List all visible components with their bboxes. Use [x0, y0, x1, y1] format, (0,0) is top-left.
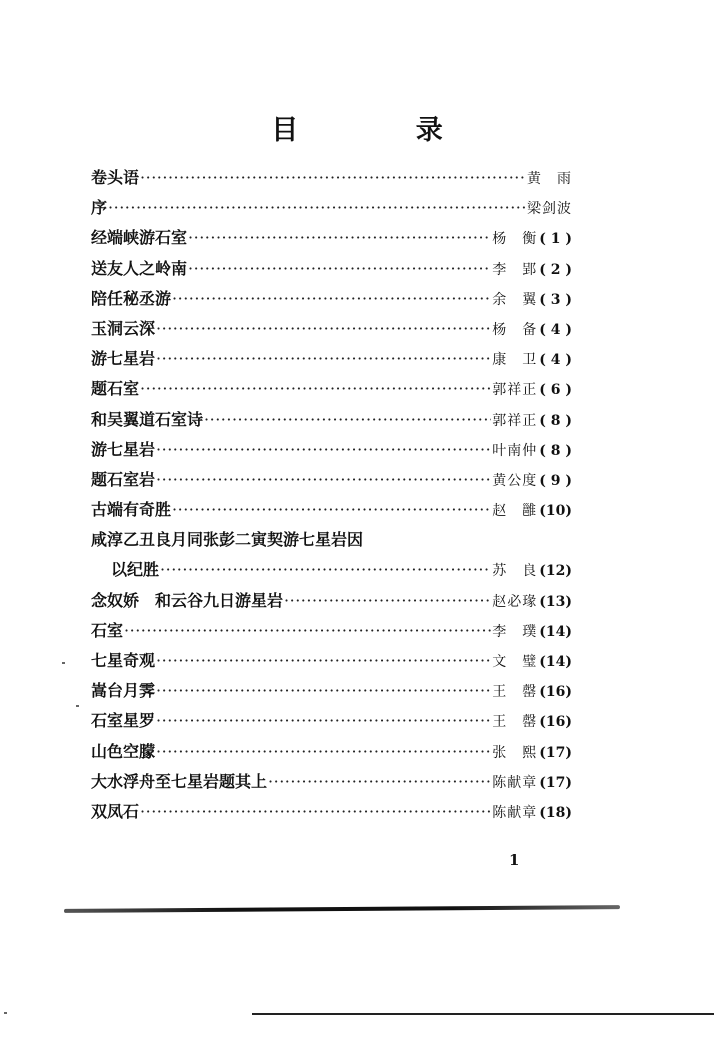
entry-title: 山色空朦	[91, 741, 156, 761]
toc-entry	[91, 678, 572, 708]
toc-entry	[91, 225, 572, 255]
entry-page: (18)	[539, 804, 572, 821]
toc-entry	[91, 407, 572, 437]
dot-leader	[156, 711, 491, 730]
entry-page: (17)	[539, 774, 572, 791]
entry-author: 张 熙	[492, 744, 538, 761]
entry-title: 嵩台月霁	[91, 681, 156, 701]
toc-entry	[91, 316, 572, 346]
dot-leader	[204, 410, 491, 429]
entry-page: ( 8 )	[539, 442, 572, 459]
entry-author: 梁剑波	[527, 201, 572, 218]
dot-leader	[156, 440, 491, 459]
dot-leader	[172, 500, 491, 519]
entry-title: 念奴娇 和云谷九日游星岩	[91, 590, 284, 610]
entry-author: 叶南仲	[492, 442, 538, 459]
entry-title: 和吴翼道石室诗	[91, 409, 204, 429]
dot-leader	[156, 319, 491, 338]
entry-title: 题石室岩	[91, 469, 156, 489]
entry-page: ( 4 )	[539, 321, 572, 338]
entry-page: ( 1 )	[539, 231, 572, 248]
toc-entry	[91, 769, 572, 799]
toc-entry-continuation	[91, 557, 572, 587]
dot-leader	[268, 772, 491, 791]
entry-title: 游七星岩	[91, 349, 156, 369]
entry-page: (16)	[539, 684, 572, 701]
entry-author: 赵必瑑	[492, 593, 538, 610]
toc-entry	[91, 618, 572, 648]
toc-entry	[91, 648, 572, 678]
entry-author: 黄公度	[492, 472, 538, 489]
dot-leader	[108, 198, 526, 217]
entry-author: 黄 雨	[527, 171, 572, 187]
dot-leader	[140, 379, 491, 398]
dot-leader	[156, 681, 491, 700]
page-number: 1	[509, 851, 520, 869]
dot-leader	[172, 289, 491, 308]
horizontal-rule	[64, 905, 620, 913]
entry-author: 郭祥正	[492, 382, 538, 399]
toc-entry	[91, 286, 572, 316]
entry-title: 玉洞云深	[91, 318, 156, 338]
entry-title: 卷头语	[91, 168, 140, 187]
dot-leader	[140, 168, 526, 187]
page-title: 目 录	[271, 115, 497, 146]
entry-page: ( 6 )	[539, 382, 572, 399]
entry-page: ( 9 )	[539, 472, 572, 489]
toc-entry	[91, 527, 572, 557]
entry-title: 古端有奇胜	[91, 500, 172, 520]
toc-entry	[91, 256, 572, 286]
entry-author: 文 璧	[492, 654, 538, 670]
toc-entry	[91, 799, 572, 829]
toc-entry	[91, 739, 572, 769]
entry-title: 经端峡游石室	[91, 228, 188, 248]
entry-author: 郭祥正	[492, 412, 538, 429]
dot-leader	[140, 802, 491, 821]
entry-author: 李 璞	[492, 623, 538, 640]
entry-author: 康 卫	[492, 352, 538, 369]
entry-title: 双凤石	[91, 801, 140, 821]
toc-entry	[91, 376, 572, 406]
toc-entry	[91, 195, 572, 225]
toc-entry	[91, 165, 572, 195]
dot-leader	[284, 591, 491, 610]
entry-author: 苏 良	[492, 563, 538, 580]
table-of-contents	[91, 165, 572, 829]
dot-leader	[156, 470, 491, 489]
entry-title: 送友人之岭南	[91, 258, 188, 278]
entry-title: 咸淳乙丑良月同张彭二寅契游七星岩因	[91, 530, 364, 550]
scan-speck	[62, 662, 65, 664]
entry-title: 七星奇观	[91, 651, 156, 670]
dot-leader	[160, 560, 491, 579]
entry-author: 赵 雝	[492, 503, 538, 520]
entry-page: ( 8 )	[539, 412, 572, 429]
entry-page: ( 4 )	[539, 352, 572, 369]
entry-page: (12)	[539, 563, 572, 580]
toc-entry	[91, 708, 572, 738]
scan-speck	[4, 1012, 7, 1014]
entry-page: (17)	[539, 744, 572, 761]
entry-author: 余 翼	[492, 291, 538, 308]
entry-author: 李 郢	[492, 261, 538, 278]
entry-page: (10)	[539, 503, 572, 520]
entry-page: (14)	[539, 654, 572, 670]
entry-title: 石室	[91, 620, 124, 640]
entry-title: 序	[91, 198, 108, 218]
entry-title: 石室星罗	[91, 711, 156, 731]
entry-title: 题石室	[91, 379, 140, 399]
entry-author: 杨 备	[492, 321, 538, 338]
entry-title: 游七星岩	[91, 439, 156, 459]
dot-leader	[156, 742, 491, 761]
entry-page: ( 2 )	[539, 261, 572, 278]
toc-entry	[91, 437, 572, 467]
entry-page: ( 3 )	[539, 291, 572, 308]
toc-entry	[91, 588, 572, 618]
entry-author: 杨 衡	[492, 231, 538, 248]
dot-leader	[156, 349, 491, 368]
dot-leader	[188, 259, 491, 278]
dot-leader	[188, 228, 491, 247]
dot-leader	[124, 621, 491, 640]
entry-author: 陈献章	[492, 774, 538, 791]
entry-title: 以纪胜	[111, 560, 160, 580]
toc-entry	[91, 346, 572, 376]
dot-leader	[156, 651, 491, 670]
entry-page: (13)	[539, 593, 572, 610]
toc-entry	[91, 467, 572, 497]
entry-author: 陈献章	[492, 804, 538, 821]
entry-page: (14)	[539, 623, 572, 640]
entry-title: 陪任秘丞游	[91, 288, 172, 308]
entry-author: 王 罄	[492, 714, 538, 731]
entry-author: 王 罄	[492, 684, 538, 701]
entry-page: (16)	[539, 714, 572, 731]
toc-entry	[91, 497, 572, 527]
bottom-rule	[252, 1013, 714, 1015]
scan-speck	[76, 705, 79, 707]
entry-title: 大水浮舟至七星岩题其上	[91, 771, 268, 791]
